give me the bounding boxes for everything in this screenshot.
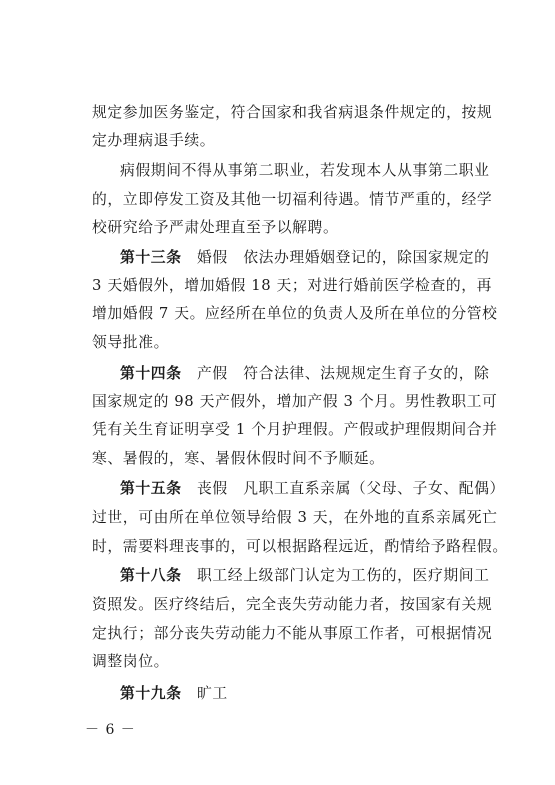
text-line: 定办理病退手续。 [92, 132, 216, 149]
text-line: 国家规定的 98 天产假外，增加产假 3 个月。男性教职工可 [92, 393, 498, 410]
article-heading: 第十三条 [120, 249, 182, 266]
text-line: 旷工 [197, 685, 228, 702]
text-line: 调整岗位。 [92, 653, 169, 670]
text-line: 产假 符合法律、法规规定生育子女的，除 [197, 365, 490, 382]
text-line: 时，需要料理丧事的，可以根据路程远近，酌情给予路程假。 [92, 538, 508, 555]
text-line: 领导批准。 [92, 334, 169, 351]
page-number: － 6 － [85, 722, 136, 738]
text-line: 资照发。医疗终结后，完全丧失劳动能力者，按国家有关规 [92, 596, 493, 613]
text-line: 定执行；部分丧失劳动能力不能从事原工作者，可根据情况 [92, 625, 493, 642]
text-line: 过世，可由所在单位领导给假 3 天，在外地的直系亲属死亡 [92, 509, 498, 526]
article-15-first-line [120, 479, 505, 499]
article-heading: 第十五条 [120, 480, 182, 497]
text-line: 丧假 凡职工直系亲属（父母、子女、配偶） [197, 480, 505, 497]
article-heading: 第十四条 [120, 365, 182, 382]
text-line: 规定参加医务鉴定，符合国家和我省病退条件规定的，按规 [92, 104, 493, 121]
article-18-first-line [120, 566, 492, 586]
text-line: 病假期间不得从事第二职业，若发现本人从事第二职业 [120, 162, 490, 179]
text-line: 职工经上级部门认定为工伤的，医疗期间工 [197, 567, 490, 584]
text-line: 校研究给予严肃处理直至予以解聘。 [92, 219, 339, 236]
text-line: 寒、暑假的，寒、暑假休假时间不予顺延。 [92, 450, 385, 467]
article-heading: 第十八条 [120, 567, 182, 584]
text-line: 婚假 依法办理婚姻登记的，除国家规定的 [197, 249, 490, 266]
article-14-first-line [120, 364, 492, 384]
text-line: 3 天婚假外，增加婚假 18 天；对进行婚前医学检查的，再 [92, 277, 493, 294]
article-19-first-line [120, 684, 492, 704]
text-line: 增加婚假 7 天。应经所在单位的负责人及所在单位的分管校 [92, 305, 498, 322]
article-heading: 第十九条 [120, 685, 182, 702]
text-line: 的，立即停发工资及其他一切福利待遇。情节严重的，经学 [92, 191, 493, 208]
article-13-first-line [120, 248, 492, 268]
text-line: 凭有关生育证明享受 1 个月护理假。产假或护理假期间合并 [92, 421, 498, 438]
